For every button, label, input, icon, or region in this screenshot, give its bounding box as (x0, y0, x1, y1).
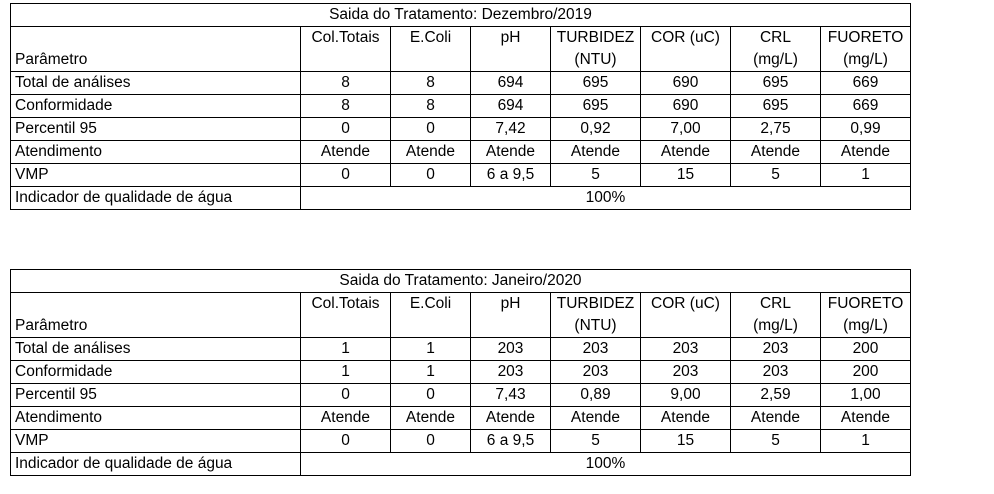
table-row (11, 141, 911, 164)
row-label: VMP (11, 430, 301, 453)
cell-value: 203 (641, 361, 731, 384)
cell-value: 203 (471, 361, 551, 384)
cell-value: 695 (731, 72, 821, 95)
cell-value: 1 (391, 361, 471, 384)
column-header-unit: (mg/L) (731, 49, 821, 72)
title-row (11, 270, 911, 293)
column-header-unit (391, 315, 471, 338)
cell-value: 0 (391, 384, 471, 407)
column-header-unit: (NTU) (551, 49, 641, 72)
cell-value: 15 (641, 430, 731, 453)
header-row-1 (11, 293, 911, 316)
indicator-row (11, 187, 911, 210)
table-row (11, 118, 911, 141)
column-header-unit (391, 49, 471, 72)
cell-value: 695 (731, 95, 821, 118)
table-dezembro-2019 (10, 3, 911, 210)
cell-value: 1 (821, 164, 911, 187)
cell-value: 5 (551, 164, 641, 187)
row-label: Total de análises (11, 72, 301, 95)
table-row (11, 95, 911, 118)
column-header: FUORETO (821, 27, 911, 50)
column-header-unit (471, 315, 551, 338)
row-label: Conformidade (11, 95, 301, 118)
column-header: FUORETO (821, 293, 911, 316)
cell-value: 7,00 (641, 118, 731, 141)
column-header-unit: (mg/L) (821, 49, 911, 72)
cell-value: 0 (301, 118, 391, 141)
cell-value: 203 (731, 338, 821, 361)
cell-value: 669 (821, 72, 911, 95)
param-header: Parâmetro (11, 315, 301, 338)
column-header-unit: (mg/L) (731, 315, 821, 338)
cell-value: 2,59 (731, 384, 821, 407)
title-row (11, 4, 911, 27)
cell-value: 0 (301, 430, 391, 453)
cell-value: 203 (731, 361, 821, 384)
cell-value: 1 (301, 338, 391, 361)
cell-value: 7,43 (471, 384, 551, 407)
cell-value: Atende (641, 141, 731, 164)
cell-value: 0 (391, 164, 471, 187)
param-header-blank (11, 293, 301, 316)
table-row (11, 72, 911, 95)
cell-value: 6 a 9,5 (471, 164, 551, 187)
cell-value: 5 (731, 430, 821, 453)
table-row (11, 407, 911, 430)
column-header: COR (uC) (641, 293, 731, 316)
column-header-unit (301, 315, 391, 338)
column-header-unit (471, 49, 551, 72)
cell-value: 6 a 9,5 (471, 430, 551, 453)
cell-value: 1 (301, 361, 391, 384)
cell-value: 695 (551, 95, 641, 118)
table-title: Saida do Tratamento: Janeiro/2020 (11, 270, 911, 293)
cell-value: 694 (471, 95, 551, 118)
indicator-label: Indicador de qualidade de água (11, 453, 301, 476)
column-header-unit: (NTU) (551, 315, 641, 338)
table-row (11, 164, 911, 187)
cell-value: 203 (551, 361, 641, 384)
table-row (11, 361, 911, 384)
cell-value: Atende (731, 407, 821, 430)
cell-value: 203 (471, 338, 551, 361)
column-header: TURBIDEZ (551, 27, 641, 50)
row-label: Total de análises (11, 338, 301, 361)
cell-value: 0 (391, 430, 471, 453)
table-janeiro-2020 (10, 269, 911, 476)
column-header-unit (641, 49, 731, 72)
header-row-1 (11, 27, 911, 50)
cell-value: 8 (391, 72, 471, 95)
cell-value: 690 (641, 72, 731, 95)
cell-value: Atende (471, 141, 551, 164)
header-row-2 (11, 49, 911, 72)
cell-value: 669 (821, 95, 911, 118)
cell-value: 8 (391, 95, 471, 118)
column-header: Col.Totais (301, 27, 391, 50)
cell-value: Atende (301, 141, 391, 164)
column-header: pH (471, 293, 551, 316)
cell-value: 694 (471, 72, 551, 95)
cell-value: Atende (821, 141, 911, 164)
cell-value: Atende (731, 141, 821, 164)
cell-value: 1,00 (821, 384, 911, 407)
column-header: CRL (731, 27, 821, 50)
cell-value: Atende (391, 407, 471, 430)
cell-value: 7,42 (471, 118, 551, 141)
column-header: pH (471, 27, 551, 50)
cell-value: Atende (391, 141, 471, 164)
row-label: Atendimento (11, 407, 301, 430)
indicator-value: 100% (301, 187, 911, 210)
cell-value: 200 (821, 361, 911, 384)
cell-value: 695 (551, 72, 641, 95)
cell-value: 2,75 (731, 118, 821, 141)
cell-value: 15 (641, 164, 731, 187)
cell-value: 5 (551, 430, 641, 453)
column-header: E.Coli (391, 27, 471, 50)
cell-value: Atende (471, 407, 551, 430)
row-label: Conformidade (11, 361, 301, 384)
indicator-value: 100% (301, 453, 911, 476)
cell-value: 8 (301, 95, 391, 118)
column-header-unit (641, 315, 731, 338)
param-header: Parâmetro (11, 49, 301, 72)
cell-value: Atende (551, 141, 641, 164)
column-header: E.Coli (391, 293, 471, 316)
table-row (11, 338, 911, 361)
cell-value: 690 (641, 95, 731, 118)
indicator-row (11, 453, 911, 476)
cell-value: 0,99 (821, 118, 911, 141)
cell-value: 0 (301, 164, 391, 187)
cell-value: 0,92 (551, 118, 641, 141)
column-header: TURBIDEZ (551, 293, 641, 316)
cell-value: 0 (301, 384, 391, 407)
cell-value: Atende (551, 407, 641, 430)
cell-value: 9,00 (641, 384, 731, 407)
cell-value: 203 (551, 338, 641, 361)
cell-value: Atende (821, 407, 911, 430)
row-label: Atendimento (11, 141, 301, 164)
param-header-blank (11, 27, 301, 50)
cell-value: 5 (731, 164, 821, 187)
header-row-2 (11, 315, 911, 338)
column-header-unit (301, 49, 391, 72)
cell-value: 1 (391, 338, 471, 361)
cell-value: 1 (821, 430, 911, 453)
table-title: Saida do Tratamento: Dezembro/2019 (11, 4, 911, 27)
row-label: Percentil 95 (11, 118, 301, 141)
cell-value: 203 (641, 338, 731, 361)
indicator-label: Indicador de qualidade de água (11, 187, 301, 210)
table-row (11, 384, 911, 407)
cell-value: 200 (821, 338, 911, 361)
row-label: Percentil 95 (11, 384, 301, 407)
column-header: CRL (731, 293, 821, 316)
column-header: Col.Totais (301, 293, 391, 316)
row-label: VMP (11, 164, 301, 187)
column-header-unit: (mg/L) (821, 315, 911, 338)
cell-value: 0 (391, 118, 471, 141)
column-header: COR (uC) (641, 27, 731, 50)
cell-value: 0,89 (551, 384, 641, 407)
table-row (11, 430, 911, 453)
cell-value: Atende (301, 407, 391, 430)
cell-value: 8 (301, 72, 391, 95)
cell-value: Atende (641, 407, 731, 430)
